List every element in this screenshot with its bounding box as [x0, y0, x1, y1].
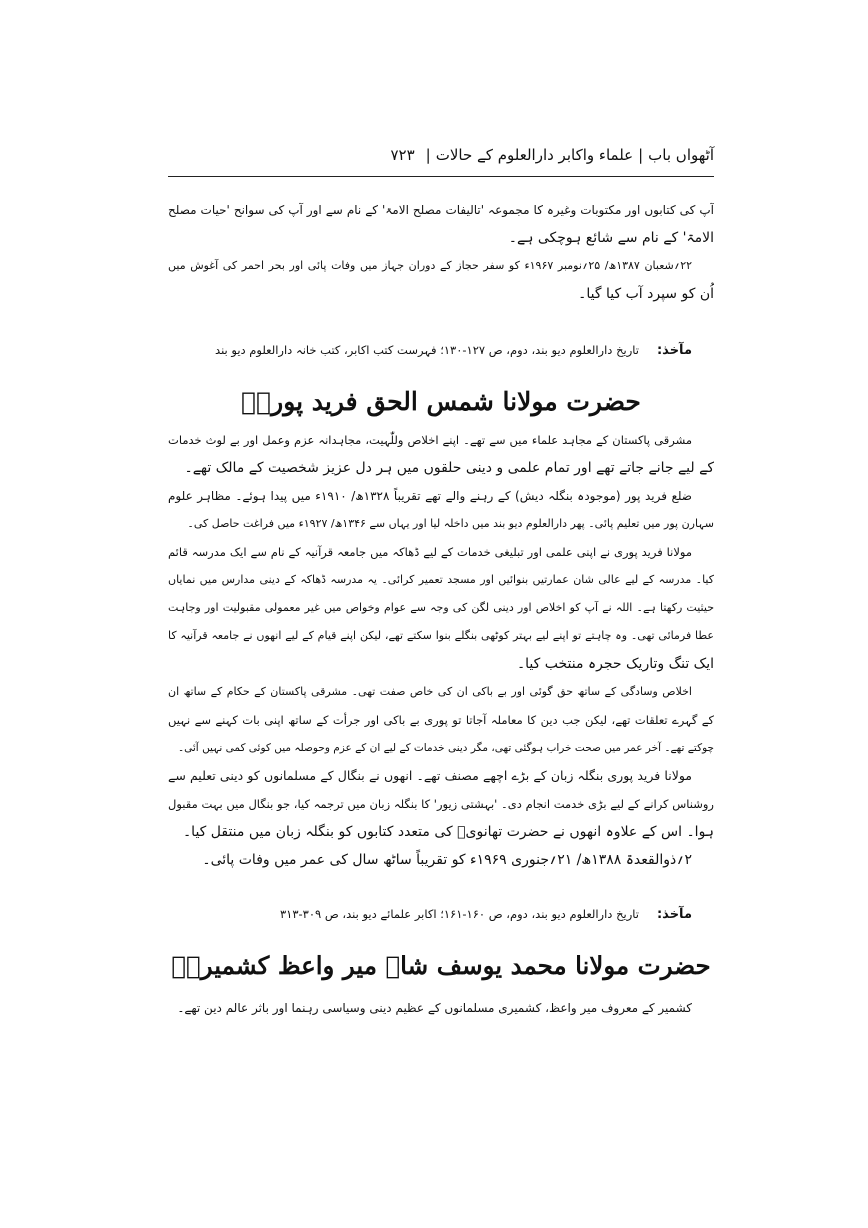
text-line: چوکتے تھے۔ آخر عمر میں صحت خراب ہوگئی تھی، مگر دینی خدمات کے لیے ان کے عزم وحوصلہ میں کوئی کمی نہیں آئی۔ — [177, 742, 714, 754]
text-line: ۲۲؍شعبان ۱۳۸۷ھ/ ۲۵؍نومبر ۱۹۶۷ء کو سفر حجاز کے دوران جہاز میں وفات پائی اور بحر احمر کی آغوش میں — [168, 259, 693, 272]
chapter-title: علماء واکابر دارالعلوم کے حالات — [435, 146, 634, 164]
source-citation — [168, 904, 714, 925]
text-line: اُن کو سپرد آب کیا گیا۔ — [578, 286, 714, 302]
text-line: ۲؍ذوالقعدۃ ۱۳۸۸ھ/ ۲۱؍جنوری ۱۹۶۹ء کو تقریباً ساٹھ سال کی عمر میں وفات پائی۔ — [202, 852, 692, 868]
source-label: مآخذ: — [656, 907, 692, 922]
text-line: ضلع فرید پور (موجودہ بنگلہ دیش) کے رہنے والے تھے تقریباً ۱۳۲۸ھ/ ۱۹۱۰ء میں پیدا ہوئے۔ مظاہر علوم — [168, 489, 692, 503]
header-separator: | — [425, 146, 431, 164]
text-line: روشناس کرانے کے لیے بڑی خدمت انجام دی۔ 'بہشتی زیور' کا بنگلہ زبان میں ترجمہ کیا، جو بنگال میں بہت مقبول — [168, 797, 714, 811]
text-line: حیثیت رکھتا ہے۔ اللہ نے آپ کو اخلاص اور دینی لگن کی وجہ سے عوام وخواص میں غیر معمولی مقبولیت اور وجاہت — [168, 601, 714, 614]
source-citation — [168, 340, 714, 361]
source-text: تاریخ دارالعلوم دیو بند، دوم، ص ۱۲۷-۱۳۰؛ فہرست کتب اکابر، کتب خانہ دارالعلوم دیو بند — [215, 343, 639, 357]
text-line: ایک تنگ وتاریک حجرہ منتخب کیا۔ — [516, 656, 714, 672]
text-line: کیا۔ مدرسہ کے لیے عالی شان عمارتیں بنوائیں اور مسجد تعمیر کرائی۔ یہ مدرسہ ڈھاکہ کے دینی مدارس میں نمایاں — [168, 573, 714, 586]
running-header — [168, 144, 714, 166]
chapter-label: آٹھواں باب — [648, 146, 714, 164]
text-line: مولانا فرید پوری بنگلہ زبان کے بڑے اچھے مصنف تھے۔ انھوں نے بنگال کے مسلمانوں کو دینی تعلیم سے — [168, 768, 692, 783]
text-line: ہوا۔ اس کے علاوہ انھوں نے حضرت تھانویؒ کی متعدد کتابوں کو بنگلہ زبان میں منتقل کیا۔ — [182, 824, 714, 840]
intro-paragraph — [168, 196, 714, 308]
section-heading: حضرت مولانا شمس الحق فرید پوریؒ — [241, 387, 641, 416]
page-number: ۷۲۳ — [390, 146, 415, 164]
text-line: مشرقی پاکستان کے مجاہد علماء میں سے تھے۔ اپنے اخلاص وللّٰہیت، مجاہدانہ عزم وعمل اور بے لوث خدمات — [168, 433, 692, 447]
text-line: کشمیر کے معروف میر واعظ، کشمیری مسلمانوں کے عظیم دینی وسیاسی رہنما اور باثر عالم دین تھے۔ — [177, 1001, 692, 1015]
text-line: کے لیے جانے جاتے تھے اور تمام علمی و دینی حلقوں میں ہر دل عزیز شخصیت کے مالک تھے۔ — [184, 460, 714, 476]
text-line: کے گہرے تعلقات تھے، لیکن جب دین کا معاملہ آجاتا تو پوری بے باکی اور جرأت کے ساتھ اپنی بات کہنے سے نہیں — [168, 713, 714, 727]
text-line: عطا فرمائی تھی۔ وہ چاہتے تو اپنے لیے بہتر کوٹھی بنگلے بنوا سکتے تھے، لیکن اپنے قیام کے لیے انھوں نے جامعہ قرآنیہ کا — [168, 629, 714, 642]
text-line: آپ کی کتابوں اور مکتوبات وغیرہ کا مجموعہ 'تالیفات مصلح الامۃ' کے نام سے اور آپ کی سوانح 'حیات مصلح — [168, 203, 714, 217]
section-body — [168, 426, 714, 874]
source-text: تاریخ دارالعلوم دیو بند، دوم، ص ۱۶۰-۱۶۱؛ اکابر علمائے دیو بند، ص ۳۰۹-۳۱۳ — [279, 907, 639, 921]
text-line: الامۃ' کے نام سے شائع ہوچکی ہے۔ — [508, 230, 714, 246]
header-separator: | — [638, 146, 644, 164]
header-rule — [168, 176, 714, 177]
section-heading: حضرت مولانا محمد یوسف شاہ میر واعظ کشمیریؒ — [171, 951, 711, 980]
source-label: مآخذ: — [656, 343, 692, 358]
text-line: اخلاص وسادگی کے ساتھ حق گوئی اور بے باکی ان کی خاص صفت تھی۔ مشرقی پاکستان کے حکام کے ساتھ ان — [168, 685, 692, 698]
section-body — [168, 994, 714, 1022]
text-line: سہارن پور میں تعلیم پائی۔ پھر دارالعلوم دیو بند میں داخلہ لیا اور یہاں سے ۱۳۴۶ھ/ ۱۹۲۷ء میں فراغت حاصل کی۔ — [187, 517, 714, 530]
text-line: مولانا فرید پوری نے اپنی علمی اور تبلیغی خدمات کے لیے ڈھاکہ میں جامعہ قرآنیہ کے نام سے ایک مدرسہ قائم — [168, 545, 692, 559]
